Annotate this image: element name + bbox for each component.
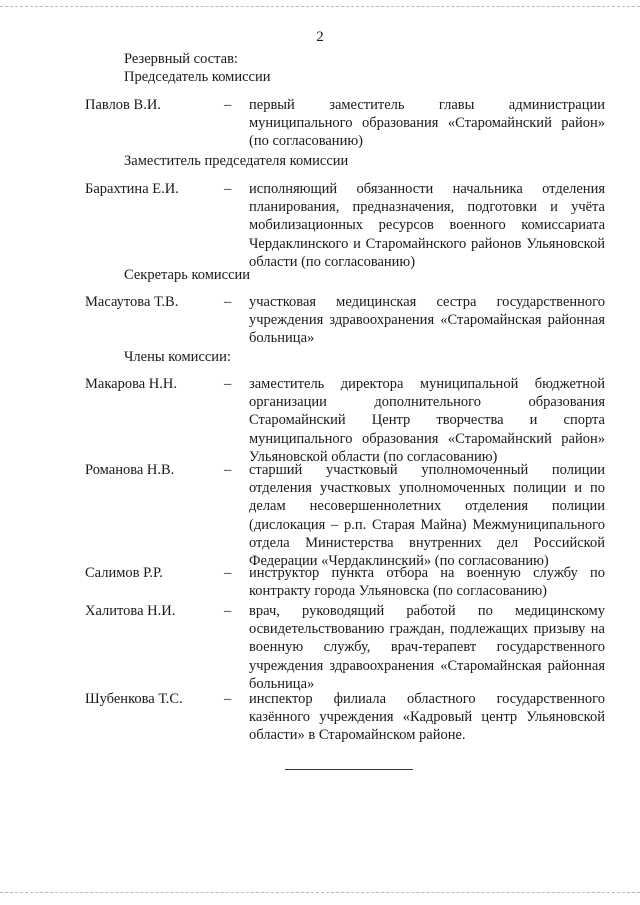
- member-name-shubenkova: Шубенкова Т.С.: [85, 691, 183, 707]
- member-description-makarova: заместитель директора муниципальной бюджетной организации дополнительного образования Старомайнский Центр творчества и спорта муниципального образования «Старомайнский район» Ульяновской области (по согласованию): [249, 376, 605, 465]
- member-name-barakhtina: Барахтина Е.И.: [85, 181, 179, 197]
- member-description-romanova: старший участковый уполномоченный полиции отделения участковых уполномоченных полиции и по делам несовершеннолетних отделения полиции (дислокация – р.п. Старая Майна) Межмуниципального отдела Министерства внутренних дел Российской Федерации «Чердаклинский» (по согласованию): [249, 462, 605, 570]
- dash: –: [224, 97, 232, 113]
- dash: –: [224, 294, 232, 310]
- secretary-heading: Секретарь комиссии: [124, 267, 251, 283]
- member-description-masautova: участковая медицинская сестра государственного учреждения здравоохранения «Старомайнская районная больница»: [249, 294, 605, 347]
- dash: –: [224, 603, 232, 619]
- member-name-romanova: Романова Н.В.: [85, 462, 175, 478]
- member-description-salimov: инструктор пункта отбора на военную службу по контракту города Ульяновска (по согласованию): [249, 565, 605, 600]
- dash: –: [224, 376, 232, 392]
- reserve-title: Резервный состав:: [124, 51, 238, 67]
- member-name-masautova: Масаутова Т.В.: [85, 294, 179, 310]
- scan-edge-bottom: [0, 892, 640, 893]
- member-name-pavlov: Павлов В.И.: [85, 97, 161, 113]
- deputy-heading: Заместитель председателя комиссии: [124, 153, 349, 169]
- members-heading: Члены комиссии:: [124, 349, 231, 365]
- dash: –: [224, 691, 232, 707]
- page-number: 2: [316, 29, 324, 45]
- dash: –: [224, 565, 232, 581]
- dash: –: [224, 462, 232, 478]
- member-description-pavlov: первый заместитель главы администрации муниципального образования «Старомайнский район» (по согласованию): [249, 97, 605, 150]
- member-name-salimov: Салимов Р.Р.: [85, 565, 163, 581]
- member-description-barakhtina: исполняющий обязанности начальника отделения планирования, предназначения, подготовки и учёта мобилизационных ресурсов военного комиссариата Чердаклинского и Старомайнского районов Ульяновской области (по согласованию): [249, 181, 605, 270]
- member-name-makarova: Макарова Н.Н.: [85, 376, 177, 392]
- chair-heading: Председатель комиссии: [124, 69, 271, 85]
- closing-rule: [285, 769, 413, 770]
- member-name-khalitova: Халитова Н.И.: [85, 603, 176, 619]
- scan-edge-top: [0, 6, 640, 7]
- dash: –: [224, 181, 232, 197]
- member-description-khalitova: врач, руководящий работой по медицинскому освидетельствованию граждан, подлежащих призыву на военную службу, врач-терапевт государственного учреждения здравоохранения «Старомайнская районная больница»: [249, 603, 605, 692]
- member-description-shubenkova: инспектор филиала областного государственного казённого учреждения «Кадровый центр Ульяновской области» в Старомайнском районе.: [249, 691, 605, 744]
